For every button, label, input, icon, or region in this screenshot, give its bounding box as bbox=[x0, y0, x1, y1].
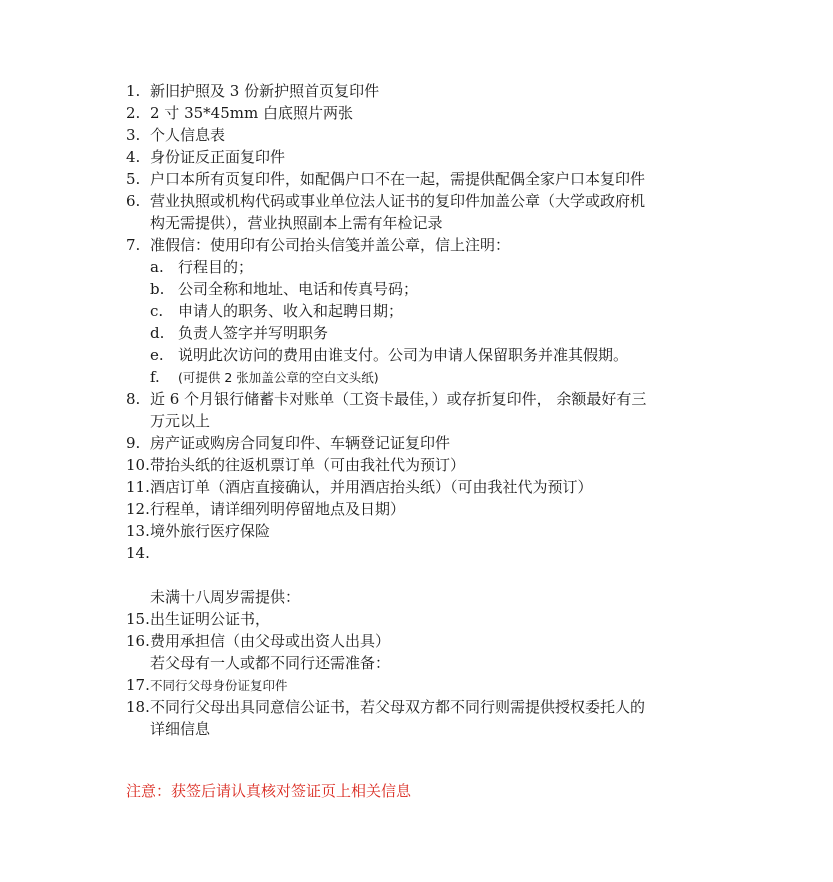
item-number: 9. bbox=[126, 434, 141, 452]
list-item bbox=[126, 102, 716, 124]
notice-text: 注意：获签后请认真核对签证页上相关信息 bbox=[126, 782, 412, 800]
item-number: 16. bbox=[126, 632, 150, 650]
list-item bbox=[126, 168, 716, 190]
parent-note bbox=[126, 652, 716, 674]
sub-item-letter: e. bbox=[150, 346, 164, 364]
item-text: 不同行父母出具同意信公证书，若父母双方都不同行则需提供授权委托人的 bbox=[150, 698, 646, 716]
item-text: 行程单，请详细列明停留地点及日期） bbox=[150, 500, 406, 518]
list-item bbox=[126, 608, 716, 630]
list-item bbox=[126, 476, 716, 498]
item-text: 境外旅行医疗保险 bbox=[150, 522, 271, 540]
item-number: 6. bbox=[126, 192, 141, 210]
item-text: 构无需提供），营业执照副本上需有年检记录 bbox=[150, 214, 443, 232]
item-text: 费用承担信（由父母或出资人出具） bbox=[150, 632, 391, 650]
item-text: 2 寸 35*45mm 白底照片两张 bbox=[150, 104, 353, 122]
item-number: 3. bbox=[126, 126, 141, 144]
item-text: 户口本所有页复印件，如配偶户口不在一起，需提供配偶全家户口本复印件 bbox=[150, 170, 646, 188]
sub-item bbox=[126, 322, 716, 344]
list-item bbox=[126, 146, 716, 168]
sub-item bbox=[126, 300, 716, 322]
minor-heading-text: 未满十八周岁需提供： bbox=[150, 588, 301, 606]
item-number: 2. bbox=[126, 104, 141, 122]
sub-item-letter: b. bbox=[150, 280, 165, 298]
list-item bbox=[126, 542, 716, 564]
sub-item-text: 行程目的； bbox=[178, 258, 254, 276]
sub-item-text: 申请人的职务、收入和起聘日期； bbox=[178, 302, 404, 320]
item-number: 7. bbox=[126, 236, 141, 254]
list-item bbox=[126, 432, 716, 454]
item-text: 个人信息表 bbox=[150, 126, 226, 144]
section-heading bbox=[126, 586, 716, 608]
item-text: 营业执照或机构代码或事业单位法人证书的复印件加盖公章（大学或政府机 bbox=[150, 192, 646, 210]
list-item bbox=[126, 80, 716, 102]
list-item bbox=[126, 234, 716, 256]
list-item bbox=[126, 454, 716, 476]
list-item bbox=[126, 696, 716, 718]
item-number: 10. bbox=[126, 456, 150, 474]
item-text: 近 6 个月银行储蓄卡对账单（工资卡最佳，）或存折复印件， 余额最好有三 bbox=[150, 390, 647, 408]
item-number: 18. bbox=[126, 698, 150, 716]
sub-item bbox=[126, 256, 716, 278]
item-text: 出生证明公证书， bbox=[150, 610, 271, 628]
item-text: 详细信息 bbox=[150, 720, 211, 738]
item-text: 不同行父母身份证复印件 bbox=[150, 678, 288, 693]
list-item bbox=[126, 124, 716, 146]
item-number: 1. bbox=[126, 82, 141, 100]
item-number: 17. bbox=[126, 676, 150, 694]
list-item-continuation bbox=[126, 718, 716, 740]
item-number: 12. bbox=[126, 500, 150, 518]
item-number: 8. bbox=[126, 390, 141, 408]
requirements-list bbox=[126, 80, 716, 740]
sub-item bbox=[126, 344, 716, 366]
sub-item-text: 说明此次访问的费用由谁支付。公司为申请人保留职务并准其假期。 bbox=[178, 346, 629, 364]
item-number: 11. bbox=[126, 478, 150, 496]
item-number: 4. bbox=[126, 148, 141, 166]
sub-item-letter: f. bbox=[150, 368, 160, 386]
item-number: 13. bbox=[126, 522, 150, 540]
list-item bbox=[126, 498, 716, 520]
item-text: 房产证或购房合同复印件、车辆登记证复印件 bbox=[150, 434, 451, 452]
item-number: 5. bbox=[126, 170, 141, 188]
list-item bbox=[126, 520, 716, 542]
sub-item-letter: a. bbox=[150, 258, 164, 276]
spacer bbox=[126, 564, 716, 586]
item-text: 酒店订单（酒店直接确认，并用酒店抬头纸）（可由我社代为预订） bbox=[150, 478, 593, 496]
sub-item-text: (可提供 2 张加盖公章的空白文头纸) bbox=[178, 370, 379, 385]
item-text: 万元以上 bbox=[150, 412, 211, 430]
item-text: 新旧护照及 3 份新护照首页复印件 bbox=[150, 82, 380, 100]
parent-note-text: 若父母有一人或都不同行还需准备： bbox=[150, 654, 391, 672]
item-number: 14. bbox=[126, 544, 150, 562]
sub-item bbox=[126, 278, 716, 300]
list-item bbox=[126, 674, 716, 696]
list-item-continuation bbox=[126, 410, 716, 432]
item-text: 带抬头纸的往返机票订单（可由我社代为预订） bbox=[150, 456, 466, 474]
sub-item-letter: d. bbox=[150, 324, 165, 342]
item-number: 15. bbox=[126, 610, 150, 628]
sub-item-text: 负责人签字并写明职务 bbox=[178, 324, 329, 342]
item-text: 准假信：使用印有公司抬头信笺并盖公章，信上注明： bbox=[150, 236, 511, 254]
sub-item-letter: c. bbox=[150, 302, 164, 320]
item-text: 身份证反正面复印件 bbox=[150, 148, 286, 166]
list-item bbox=[126, 190, 716, 212]
list-item-continuation bbox=[126, 212, 716, 234]
sub-item bbox=[126, 366, 716, 388]
list-item bbox=[126, 388, 716, 410]
list-item bbox=[126, 630, 716, 652]
sub-item-text: 公司全称和地址、电话和传真号码； bbox=[178, 280, 419, 298]
